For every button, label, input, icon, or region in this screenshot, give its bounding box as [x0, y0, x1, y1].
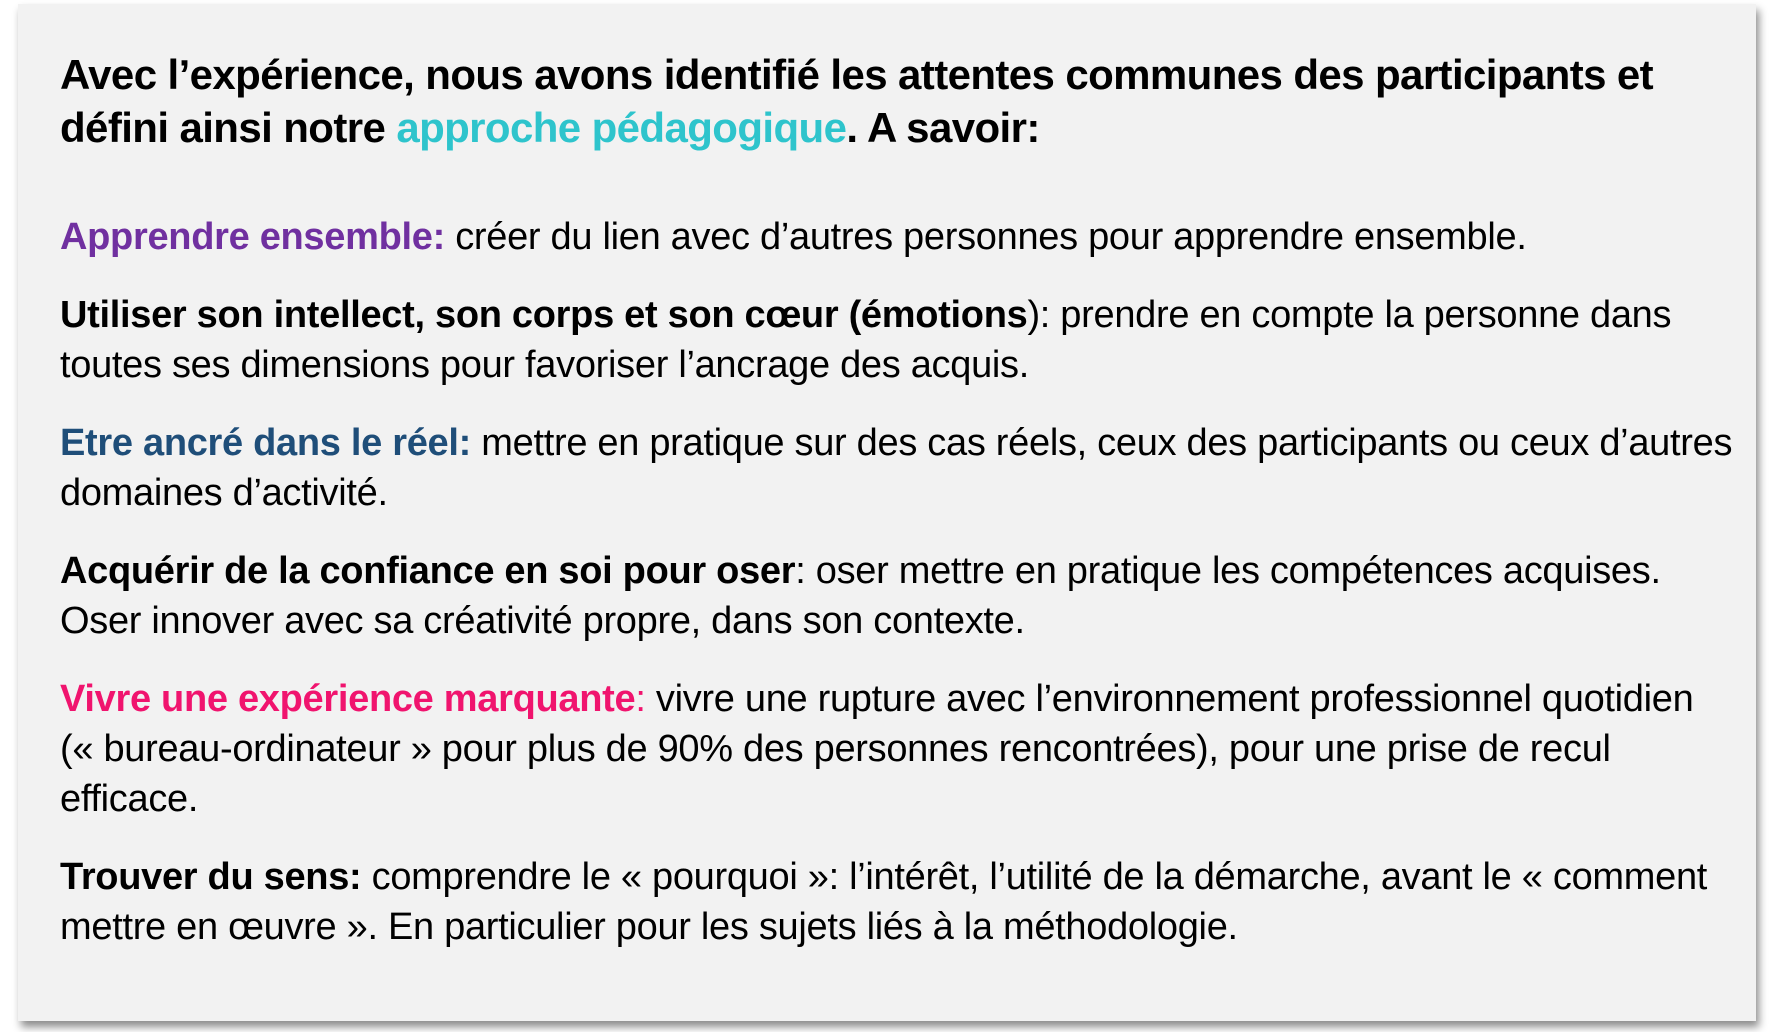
- intro-text-end: . A savoir:: [846, 104, 1040, 151]
- item-term-suffix: :: [635, 678, 646, 720]
- item-description: : prendre en compte la personne dans toutes ses dimensions pour favoriser l’ancrage des acquis.: [60, 294, 1672, 386]
- intro-paragraph: [60, 48, 1734, 154]
- item-term: Etre ancré dans le réel:: [60, 422, 472, 464]
- item-description: créer du lien avec d’autres personnes pour apprendre ensemble.: [444, 216, 1527, 258]
- item-acquerir-confiance: [60, 546, 1734, 646]
- item-term: Acquérir de la confiance en soi pour oser: [60, 550, 796, 592]
- item-term: Utiliser son intellect, son corps et son cœur (émotions: [60, 294, 1028, 336]
- item-term: Trouver du sens:: [60, 856, 362, 898]
- item-description: vivre une rupture avec l’environnement professionnel quotidien (« bureau-ordinateur » pour plus de 90% des personnes rencontrées), pour une prise de recul efficace.: [60, 678, 1694, 820]
- item-term-suffix: ): [1027, 294, 1040, 336]
- item-vivre-experience: [60, 674, 1734, 824]
- item-term: Apprendre ensemble:: [60, 216, 445, 258]
- item-description: : oser mettre en pratique les compétences acquises. Oser innover avec sa créativité propre, dans son contexte.: [60, 550, 1661, 642]
- item-description: comprendre le « pourquoi »: l’intérêt, l’utilité de la démarche, avant le « comment mettre en œuvre ». En particulier pour les sujets liés à la méthodologie.: [60, 856, 1708, 948]
- item-trouver-sens: [60, 852, 1734, 952]
- content-card: [18, 4, 1756, 1021]
- intro-highlight: approche pédagogique: [396, 104, 847, 151]
- item-etre-ancre: [60, 418, 1734, 518]
- item-utiliser-intellect: [60, 290, 1734, 390]
- intro-text-start: Avec l’expérience, nous avons identifié les attentes communes des participants et défini ainsi notre: [60, 51, 1654, 151]
- item-description: mettre en pratique sur des cas réels, ceux des participants ou ceux d’autres domaines d’activité.: [60, 422, 1733, 514]
- item-term: Vivre une expérience marquante: [60, 678, 636, 720]
- item-apprendre-ensemble: [60, 212, 1734, 262]
